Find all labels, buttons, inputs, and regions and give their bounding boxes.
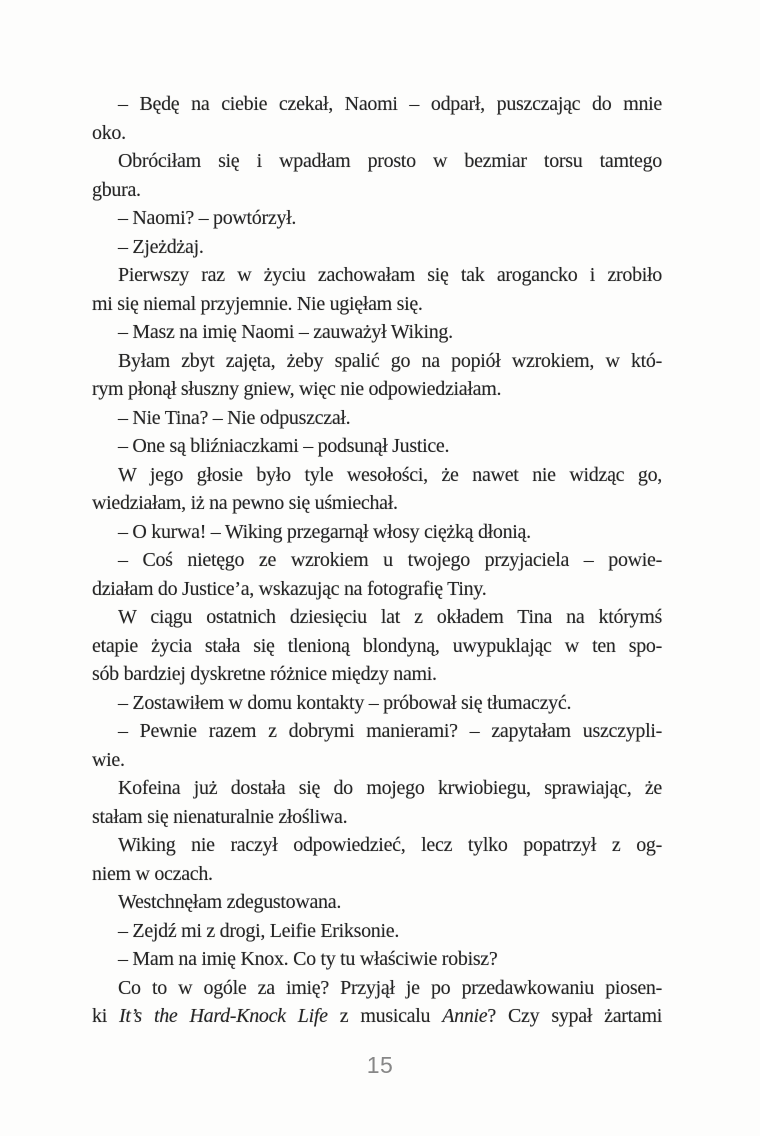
text-segment: działam do Justice’a, wskazując na fotografię Tiny. [92,577,487,600]
text-line [92,347,662,376]
text-line [92,660,662,689]
text-segment: W jego głosie było tyle wesołości, że nawet nie widząc go, [118,463,662,486]
text-line [92,945,662,974]
text-segment: rym płonął słuszny gniew, więc nie odpowiedziałam. [92,378,502,400]
text-segment: – Coś nietęgo ze wzrokiem u twojego przyjaciela – powie- [118,549,662,571]
text-segment: Westchnęłam zdegustowana. [118,891,342,913]
text-line [92,90,662,119]
text-line [92,888,662,917]
text-segment: Obróciłam się i wpadłam prosto w bezmiar torsu tamtego [118,150,662,172]
text-line [92,917,662,946]
text-segment: ? Czy sypał żartami [487,1005,662,1027]
text-segment: – Naomi? – powtórzył. [118,207,297,229]
text-line [92,546,662,575]
italic-title-text: It’s the Hard-Knock Life [119,1005,328,1027]
text-segment: sób bardziej dyskretne różnice między nami. [92,663,437,685]
text-line [92,461,662,490]
text-line [92,860,662,889]
text-segment: – Będę na ciebie czekał, Naomi – odparł, puszczając do mnie [118,93,662,115]
text-line [92,831,662,860]
text-segment: – Nie Tina? – Nie odpuszczał. [118,406,351,429]
text-line [92,603,662,632]
text-line [92,318,662,347]
text-segment: wie. [92,748,125,771]
text-line [92,261,662,290]
text-segment: niem w oczach. [92,862,213,885]
italic-title-text: Annie [442,1005,488,1027]
text-segment: oko. [92,121,126,144]
text-segment: gbura. [92,178,141,201]
text-segment: Byłam zbyt zajęta, żeby spalić go na popiół wzrokiem, w któ- [118,349,662,372]
text-line [92,176,662,205]
text-segment: Co to w ogóle za imię? Przyjął je po przedawkowaniu piosen- [118,976,662,999]
text-line [92,717,662,746]
text-line [92,147,662,176]
text-segment: mi się niemal przyjemnie. Nie ugięłam się. [92,292,423,315]
text-line [92,119,662,148]
text-line [92,974,662,1003]
text-segment: – Zostawiłem w domu kontakty – próbował się tłumaczyć. [118,691,572,714]
text-segment: z musicalu [327,1005,443,1027]
text-segment: – One są bliźniaczkami – podsunął Justice. [118,435,450,457]
text-segment: ki [92,1005,120,1027]
text-line [92,803,662,832]
text-line [92,774,662,803]
text-line [92,404,662,433]
text-segment: – Mam na imię Knox. Co ty tu właściwie robisz? [118,948,498,970]
text-line [92,233,662,262]
text-segment: – Zjeżdżaj. [118,235,204,258]
text-segment: Wiking nie raczył odpowiedzieć, lecz tylko popatrzył z og- [118,834,662,856]
text-segment: – Masz na imię Naomi – zauważył Wiking. [118,321,453,343]
text-line [92,432,662,461]
text-segment: stałam się nienaturalnie złośliwa. [92,805,348,828]
text-line [92,575,662,604]
text-segment: W ciągu ostatnich dziesięciu lat z okładem Tina na którymś [118,606,662,628]
text-line [92,689,662,718]
text-line [92,518,662,547]
text-segment: – O kurwa! – Wiking przegarnął włosy ciężką dłonią. [118,520,531,543]
page-number: 15 [366,1052,394,1078]
text-line [92,489,662,518]
text-line [92,290,662,319]
text-segment: wiedziałam, iż na pewno się uśmiechał. [92,492,398,514]
text-segment: – Zejdź mi z drogi, Leifie Eriksonie. [118,919,400,942]
text-segment: Pierwszy raz w życiu zachowałam się tak arogancko i zrobiło [118,264,662,286]
text-block [92,90,662,1031]
text-line [92,204,662,233]
text-line [92,1002,662,1031]
text-segment: Kofeina już dostała się do mojego krwiobiegu, sprawiając, że [118,777,662,799]
text-line [92,746,662,775]
text-line [92,632,662,661]
text-segment: – Pewnie razem z dobrymi manierami? – zapytałam uszczypli- [118,720,662,742]
text-segment: etapie życia stała się tlenioną blondyną, uwypuklając w ten spo- [92,634,662,657]
text-line [92,375,662,404]
